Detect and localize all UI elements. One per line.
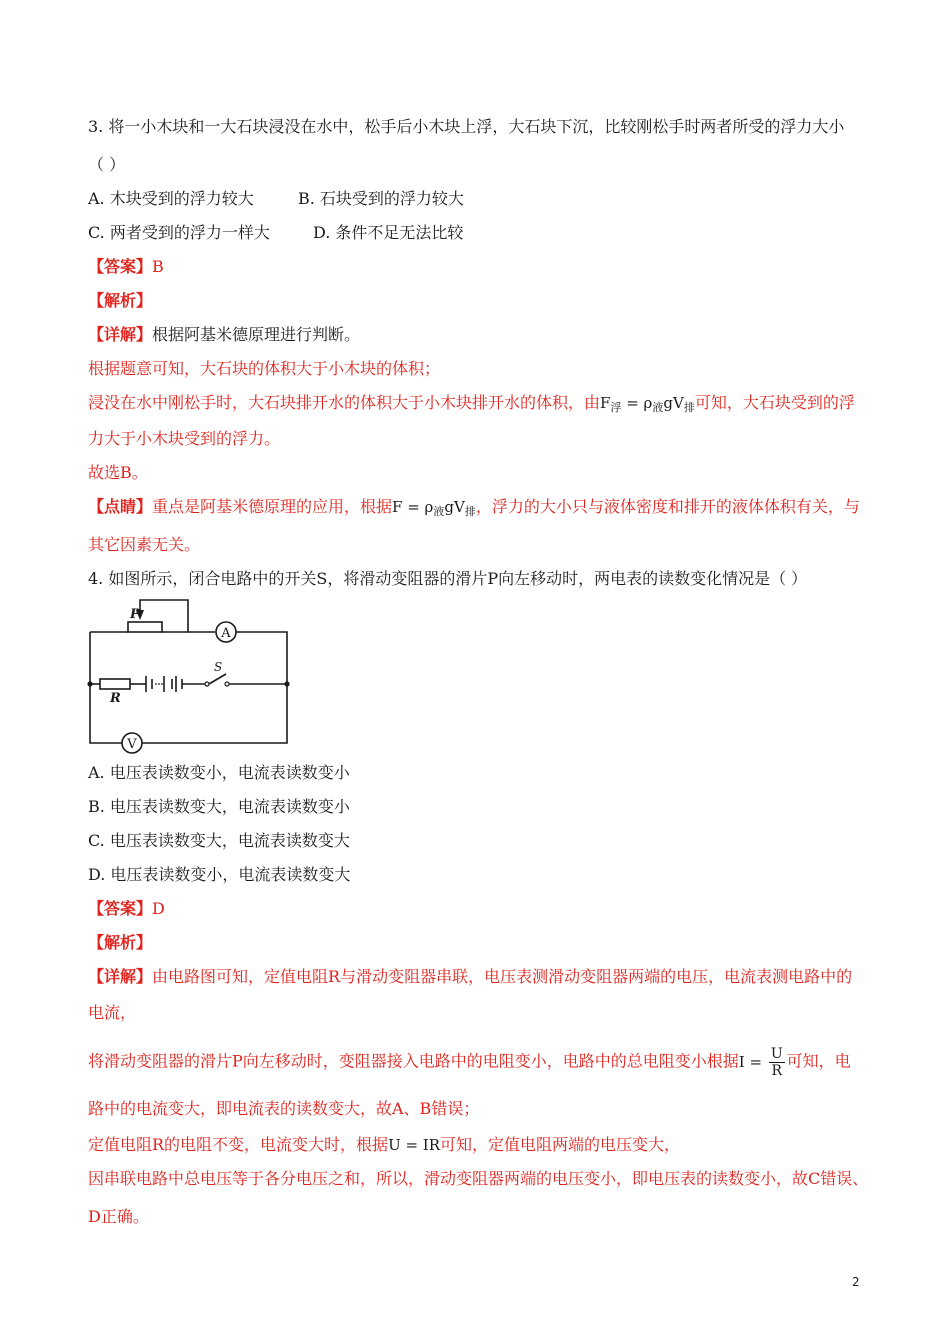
q4-answer-tag: 【答案】 <box>88 899 153 918</box>
page-number: 2 <box>852 1275 860 1289</box>
q4-line5: 因串联电路中总电压等于各分电压之和，所以，滑动变阻器两端的电压变小，即电压表的读数变小，故C错误、 <box>88 1169 869 1188</box>
q3-formula-f-sub: 浮 <box>610 401 622 414</box>
q3-line2-a: 浸没在水中刚松手时，大石块排开水的体积大于小木块排开水的体积，由 <box>88 393 601 412</box>
q4-line1: 电流， <box>88 1003 137 1022</box>
q3-tip-formula-f: F = ρ <box>392 498 434 516</box>
q4-formula-ohm <box>738 1046 787 1079</box>
q3-formula-v-sub: 排 <box>683 401 695 414</box>
q3-blank: （ ） <box>88 155 126 174</box>
q3-tip-b: ，浮力的大小只与液体密度和排开的液体体积有关，与 <box>475 497 860 516</box>
q3-tip-formula <box>392 498 476 516</box>
circuit-label-r: R <box>110 691 121 706</box>
circuit-label-voltmeter: V <box>127 737 137 752</box>
q3-formula-rho-sub: 液 <box>652 401 664 414</box>
q3-line3: 力大于小木块受到的浮力。 <box>88 429 281 448</box>
q3-line1: 根据题意可知，大石块的体积大于小木块的体积； <box>88 359 441 378</box>
q3-option-b: B. 石块受到的浮力较大 <box>298 189 464 208</box>
q3-detail-text: 根据阿基米德原理进行判断。 <box>152 325 361 344</box>
q4-circuit-diagram <box>80 598 300 758</box>
q4-answer-value: D <box>152 899 165 918</box>
q4-option-c: C. 电压表读数变大，电流表读数变大 <box>88 831 350 850</box>
q4-frac-num: U <box>770 1046 783 1062</box>
q4-line4 <box>88 1134 680 1156</box>
q3-analysis-tag: 【解析】 <box>88 291 153 310</box>
q3-tip-c: 其它因素无关。 <box>88 535 201 554</box>
circuit-label-p: P <box>130 607 140 622</box>
q3-tip <box>88 496 860 523</box>
q4-line2-a: 将滑动变阻器的滑片P向左移动时，变阻器接入电路中的电阻变小，电路中的总电阻变小根据 <box>88 1051 739 1071</box>
q3-formula-eq: = ρ <box>621 394 653 412</box>
q4-line4-a: 定值电阻R的电阻不变，电流变大时，根据 <box>88 1135 389 1154</box>
q3-tip-formula-gv: gV <box>444 498 465 516</box>
q4-option-d: D. 电压表读数变小，电流表读数变大 <box>88 865 351 884</box>
q4-frac-lhs: I = <box>738 1052 767 1071</box>
q4-answer <box>88 898 165 920</box>
q3-stem: 3. 将一小木块和一大石块浸没在水中，松手后小木块上浮，大石块下沉，比较刚松手时两者所受的浮力大小 <box>88 117 845 136</box>
q3-line4: 故选B。 <box>88 463 148 482</box>
q4-line4-formula: U = IR <box>388 1136 441 1154</box>
q3-tip-a: 重点是阿基米德原理的应用，根据 <box>152 497 393 516</box>
q4-option-a: A. 电压表读数变小，电流表读数变小 <box>88 763 350 782</box>
q3-answer-value: B <box>152 257 164 276</box>
q4-detail <box>88 966 852 988</box>
q3-line2 <box>88 392 855 419</box>
q3-tip-formula-v-sub: 排 <box>464 505 476 518</box>
circuit-label-s: S <box>214 660 223 674</box>
q3-options-row2 <box>88 222 463 244</box>
q4-detail-tag: 【详解】 <box>88 967 153 986</box>
q4-stem: 4. 如图所示，闭合电路中的开关S，将滑动变阻器的滑片P向左移动时，两电表的读数变化情况是（ ） <box>88 569 808 588</box>
q4-line2 <box>88 1046 851 1079</box>
q4-option-b: B. 电压表读数变大，电流表读数变小 <box>88 797 350 816</box>
q3-formula-gv: gV <box>663 394 684 412</box>
q4-fraction <box>769 1046 785 1079</box>
q4-line6: D正确。 <box>88 1207 149 1226</box>
q3-formula <box>600 394 695 412</box>
q3-line2-b: 可知，大石块受到的浮 <box>694 393 855 412</box>
q3-detail <box>88 324 360 346</box>
q3-option-d: D. 条件不足无法比较 <box>313 223 464 242</box>
q4-detail-text: 由电路图可知，定值电阻R与滑动变阻器串联，电压表测滑动变阻器两端的电压，电流表测电路中的 <box>152 967 853 986</box>
q3-options-row1 <box>88 188 464 210</box>
q4-line3: 路中的电流变大，即电流表的读数变大，故A、B错误； <box>88 1099 480 1118</box>
q3-option-c: C. 两者受到的浮力一样大 <box>88 223 270 242</box>
q3-formula-f: F <box>600 394 611 412</box>
q3-option-a: A. 木块受到的浮力较大 <box>88 189 254 208</box>
circuit-label-ammeter: A <box>221 626 231 641</box>
q4-analysis-tag: 【解析】 <box>88 933 153 952</box>
q3-answer <box>88 256 164 278</box>
q4-line2-b: 可知，电 <box>786 1051 851 1071</box>
q3-tip-tag: 【点睛】 <box>88 497 153 516</box>
q4-frac-den: R <box>771 1063 782 1079</box>
q3-detail-tag: 【详解】 <box>88 325 153 344</box>
q3-answer-tag: 【答案】 <box>88 257 153 276</box>
q4-line4-b: 可知，定值电阻两端的电压变大， <box>440 1135 681 1154</box>
q3-tip-formula-rho-sub: 液 <box>433 505 445 518</box>
